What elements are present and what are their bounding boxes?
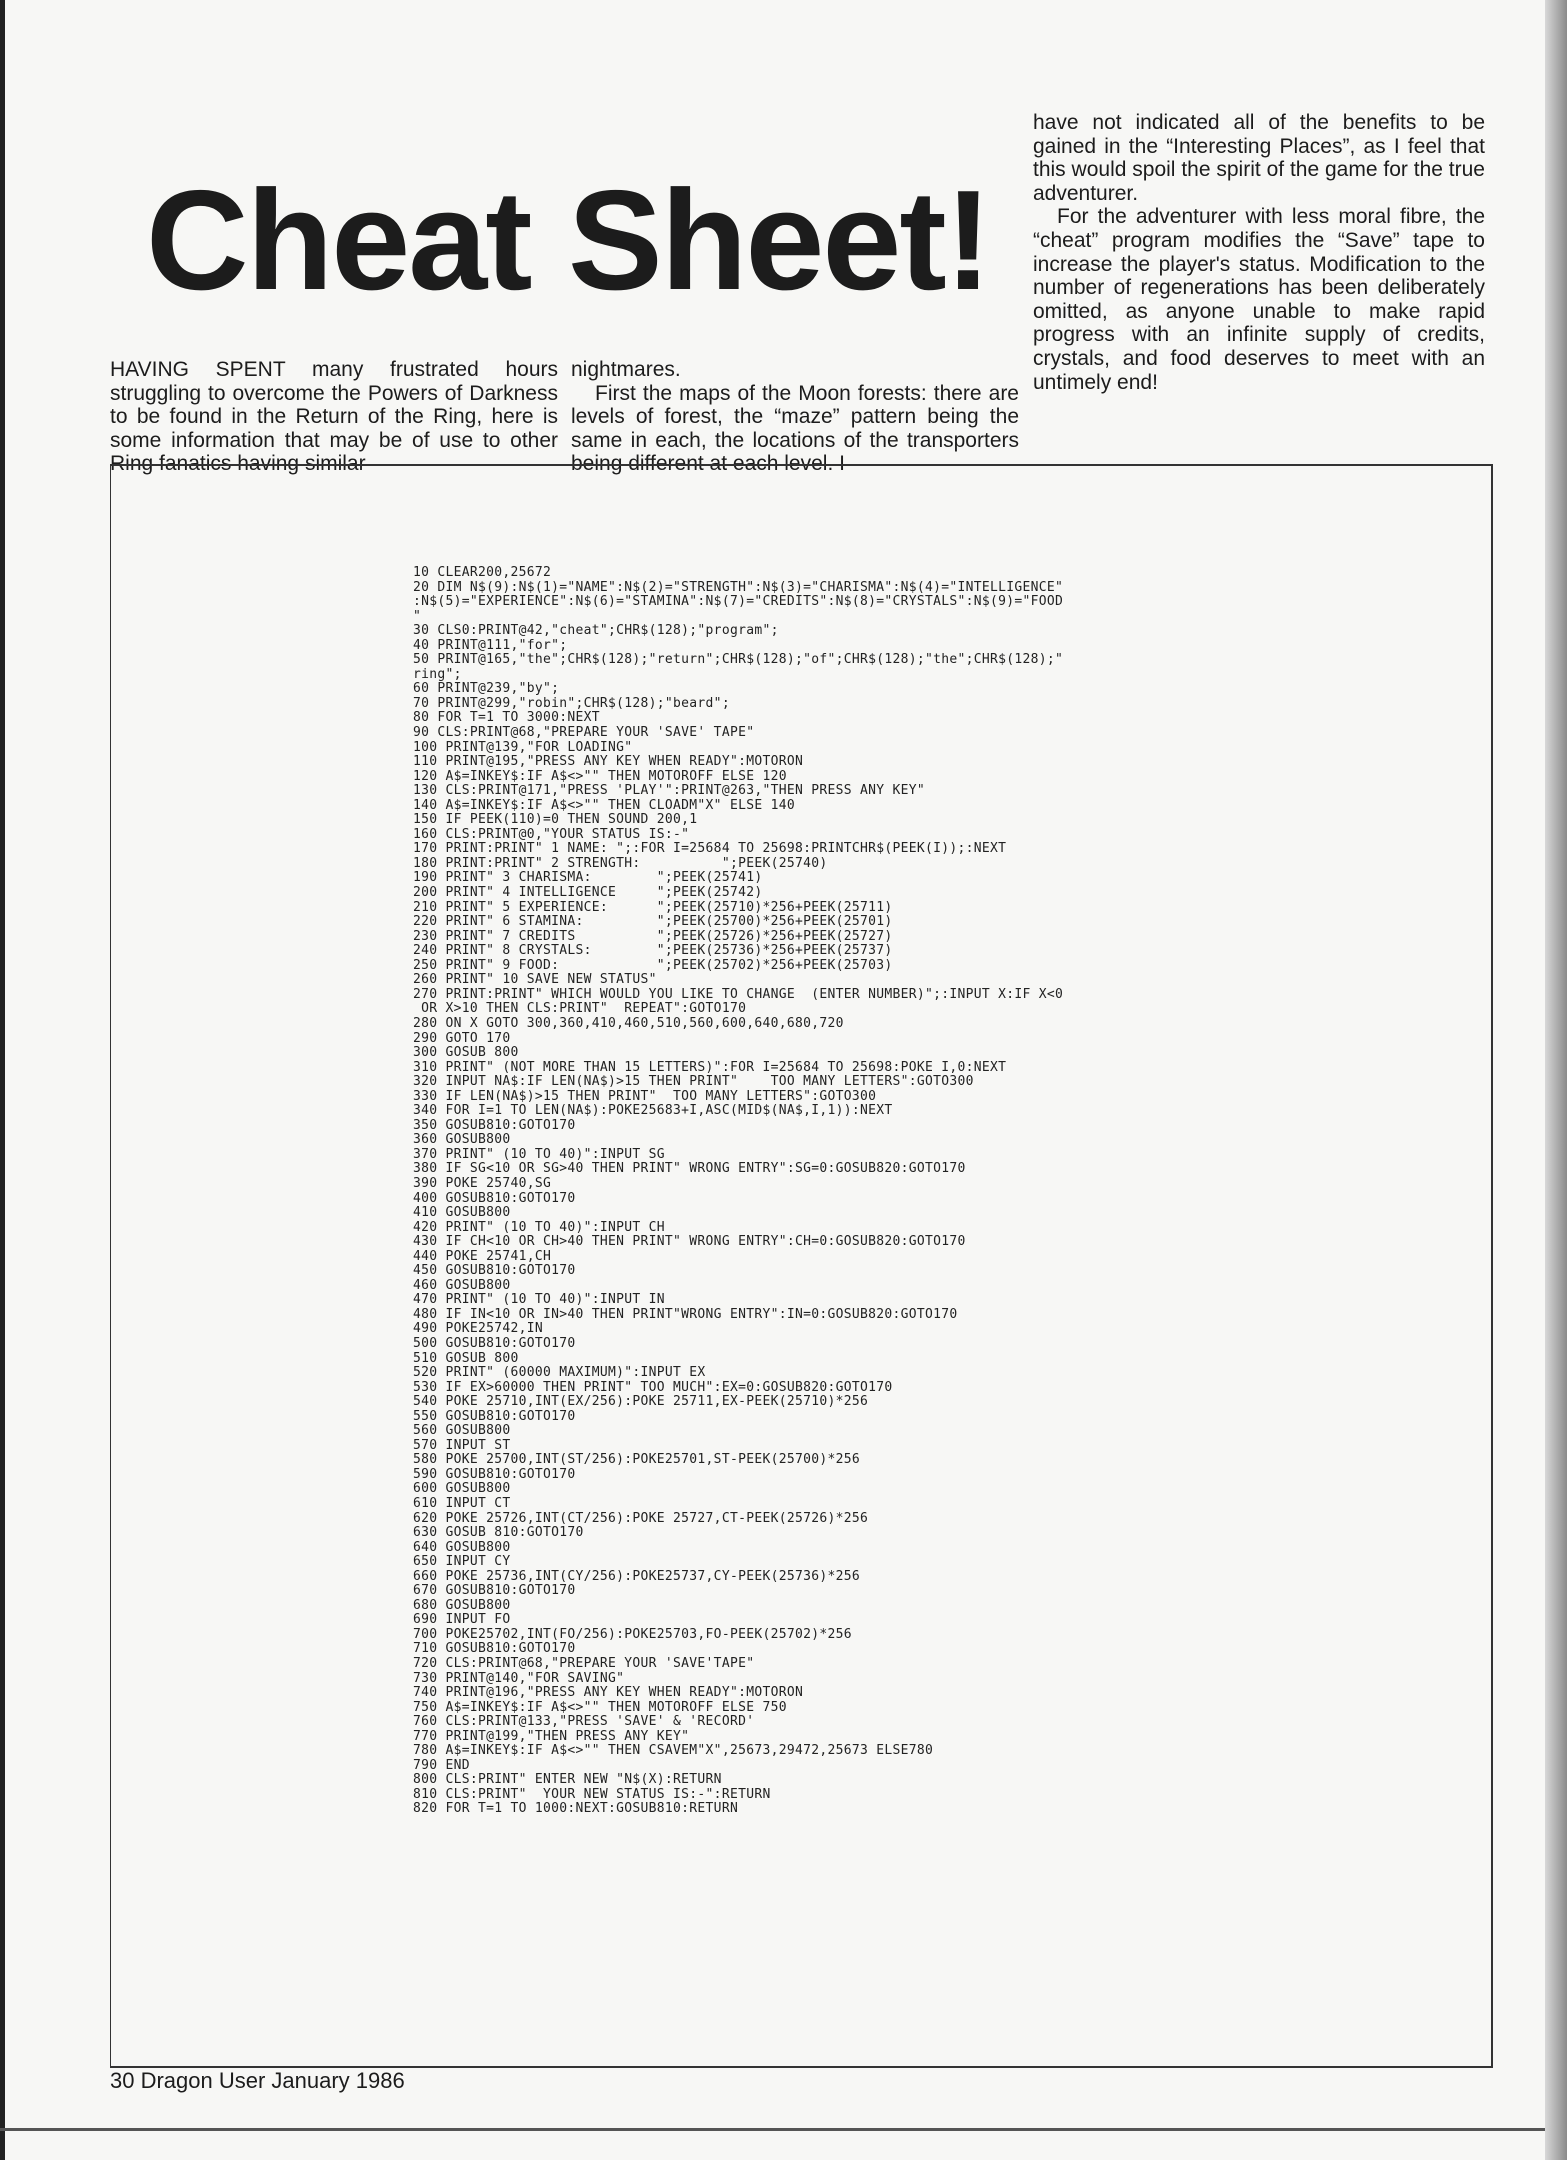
article-column-2: [571, 358, 1019, 476]
page-footer: 30 Dragon User January 1986: [110, 2068, 405, 2093]
article-column-3: [1033, 111, 1485, 394]
article-column-1: [110, 358, 558, 476]
paragraph: have not indicated all of the benefits to be gained in the “Interesting Places”, as I feel that this would spoil the spirit of the game for the true adventurer.: [1033, 111, 1485, 205]
paragraph: nightmares.: [571, 358, 681, 381]
basic-program-listing: 10 CLEAR200,25672 20 DIM N$(9):N$(1)="NAME":N$(2)="STRENGTH":N$(3)="CHARISMA":N$(4)="INTELLIGENCE" :N$(5)="EXPERIENCE":N$(6)="STAMINA":N$(7)="CREDITS":N$(8)="CRYSTALS":N$(9)="FOOD " 30 CLS0:PRINT@42,"cheat";CHR$(128);"program"; 40 PRINT@111,"for"; 50 PRINT@165,"the";CHR$(128);"return";CHR$(128);"of";CHR$(128);"the";CHR$(128);" ring"; 60 PRINT@239,"by"; 70 PRINT@299,"robin";CHR$(128);"beard"; 80 FOR T=1 TO 3000:NEXT 90 CLS:PRINT@68,"PREPARE YOUR 'SAVE' TAPE" 100 PRINT@139,"FOR LOADING" 110 PRINT@195,"PRESS ANY KEY WHEN READY":MOTORON 120 A$=INKEY$:IF A$<>"" THEN MOTOROFF ELSE 120 130 CLS:PRINT@171,"PRESS 'PLAY'":PRINT@263,"THEN PRESS ANY KEY" 140 A$=INKEY$:IF A$<>"" THEN CLOADM"X" ELSE 140 150 IF PEEK(110)=0 THEN SOUND 200,1 160 CLS:PRINT@0,"YOUR STATUS IS:-" 170 PRINT:PRINT" 1 NAME: ";:FOR I=25684 TO 25698:PRINTCHR$(PEEK(I));:NEXT 180 PRINT:PRINT" 2 STRENGTH: ";PEEK(25740) 190 PRINT" 3 CHARISMA: ";PEEK(25741) 200 PRINT" 4 INTELLIGENCE ";PEEK(25742) 210 PRINT" 5 EXPERIENCE: ";PEEK(25710)*256+PEEK(25711) 220 PRINT" 6 STAMINA: ";PEEK(25700)*256+PEEK(25701) 230 PRINT" 7 CREDITS ";PEEK(25726)*256+PEEK(25727) 240 PRINT" 8 CRYSTALS: ";PEEK(25736)*256+PEEK(25737) 250 PRINT" 9 FOOD: ";PEEK(25702)*256+PEEK(25703) 260 PRINT" 10 SAVE NEW STATUS" 270 PRINT:PRINT" WHICH WOULD YOU LIKE TO CHANGE (ENTER NUMBER)";:INPUT X:IF X<0 OR X>10 THEN CLS:PRINT" REPEAT":GOTO170 280 ON X GOTO 300,360,410,460,510,560,600,640,680,720 290 GOTO 170 300 GOSUB 800 310 PRINT" (NOT MORE THAN 15 LETTERS)":FOR I=25684 TO 25698:POKE I,0:NEXT 320 INPUT NA$:IF LEN(NA$)>15 THEN PRINT" TOO MANY LETTERS":GOTO300 330 IF LEN(NA$)>15 THEN PRINT" TOO MANY LETTERS":GOTO300 340 FOR I=1 TO LEN(NA$):POKE25683+I,ASC(MID$(NA$,I,1)):NEXT 350 GOSUB810:GOTO170 360 GOSUB800 370 PRINT" (10 TO 40)":INPUT SG 380 IF SG<10 OR SG>40 THEN PRINT" WRONG ENTRY":SG=0:GOSUB820:GOTO170 390 POKE 25740,SG 400 GOSUB810:GOTO170 410 GOSUB800 420 PRINT" (10 TO 40)":INPUT CH 430 IF CH<10 OR CH>40 THEN PRINT" WRONG ENTRY":CH=0:GOSUB820:GOTO170 440 POKE 25741,CH 450 GOSUB810:GOTO170 460 GOSUB800 470 PRINT" (10 TO 40)":INPUT IN 480 IF IN<10 OR IN>40 THEN PRINT"WRONG ENTRY":IN=0:GOSUB820:GOTO170 490 POKE25742,IN 500 GOSUB810:GOTO170 510 GOSUB 800 520 PRINT" (60000 MAXIMUM)":INPUT EX 530 IF EX>60000 THEN PRINT" TOO MUCH":EX=0:GOSUB820:GOTO170 540 POKE 25710,INT(EX/256):POKE 25711,EX-PEEK(25710)*256 550 GOSUB810:GOTO170 560 GOSUB800 570 INPUT ST 580 POKE 25700,INT(ST/256):POKE25701,ST-PEEK(25700)*256 590 GOSUB810:GOTO170 600 GOSUB800 610 INPUT CT 620 POKE 25726,INT(CT/256):POKE 25727,CT-PEEK(25726)*256 630 GOSUB 810:GOTO170 640 GOSUB800 650 INPUT CY 660 POKE 25736,INT(CY/256):POKE25737,CY-PEEK(25736)*256 670 GOSUB810:GOTO170 680 GOSUB800 690 INPUT FO 700 POKE25702,INT(FO/256):POKE25703,FO-PEEK(25702)*256 710 GOSUB810:GOTO170 720 CLS:PRINT@68,"PREPARE YOUR 'SAVE'TAPE" 730 PRINT@140,"FOR SAVING" 740 PRINT@196,"PRESS ANY KEY WHEN READY":MOTORON 750 A$=INKEY$:IF A$<>"" THEN MOTOROFF ELSE 750 760 CLS:PRINT@133,"PRESS 'SAVE' & 'RECORD' 770 PRINT@199,"THEN PRESS ANY KEY" 780 A$=INKEY$:IF A$<>"" THEN CSAVEM"X",25673,29472,25673 ELSE780 790 END 800 CLS:PRINT" ENTER NEW "N$(X):RETURN 810 CLS:PRINT" YOUR NEW STATUS IS:-":RETURN 820 FOR T=1 TO 1000:NEXT:GOSUB810:RETURN: [413, 565, 1064, 1817]
article-title: Cheat Sheet!: [146, 161, 990, 320]
paragraph: HAVING SPENT many frustrated hours struggling to overcome the Powers of Darkness to be found in the Return of the Ring, here is some information that may be of use to other Ring fanatics having similar: [110, 358, 558, 476]
paragraph: For the adventurer with less moral fibre, the “cheat” program modifies the “Save” tape to increase the player's status. Modification to the number of regenerations has been deliberately omitted, as anyone unable to make rapid progress with an infinite supply of credits, crystals, and food deserves to meet with an untimely end!: [1033, 205, 1485, 394]
paragraph: First the maps of the Moon forests: there are levels of forest, the “maze” pattern being the same in each, the locations of the transporters being different at each level. I: [571, 381, 1019, 476]
page-left-edge: [0, 0, 5, 2160]
page-binding-shadow: [1545, 0, 1567, 2160]
page-bottom-edge: [0, 2128, 1545, 2131]
